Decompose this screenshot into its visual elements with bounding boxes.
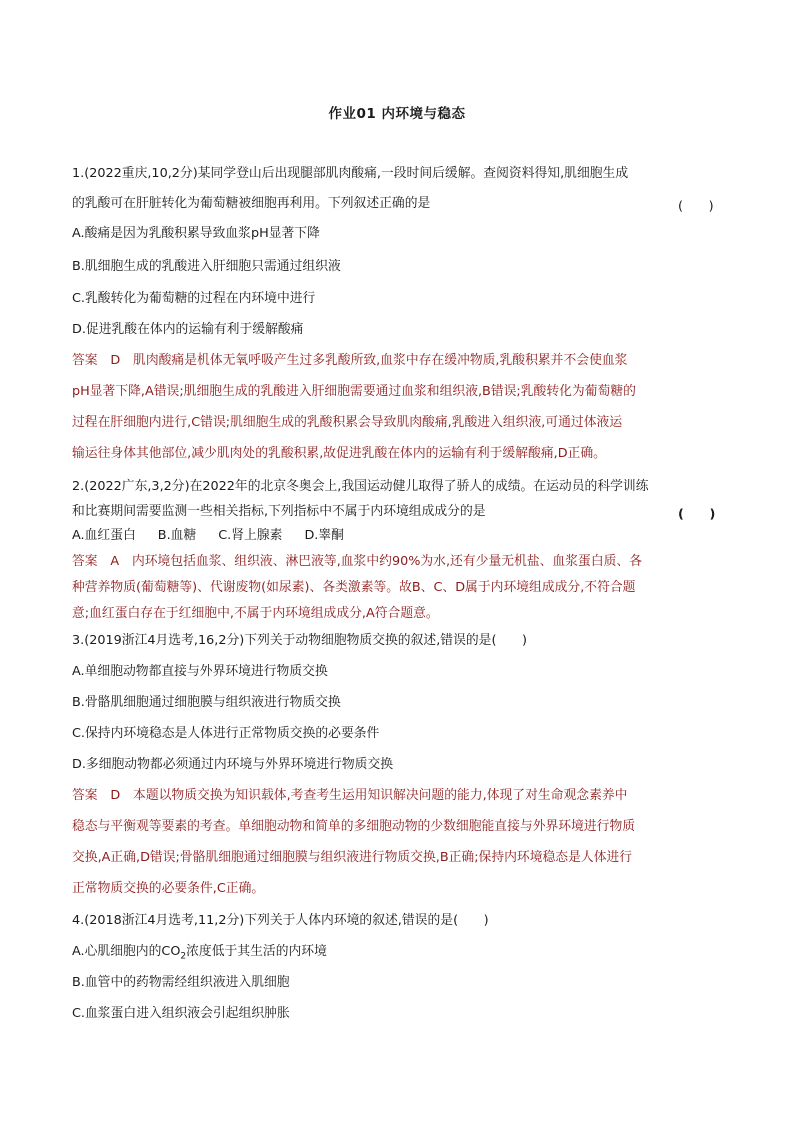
q4-stem: 4.(2018浙江4月选考,11,2分)下列关于人体内环境的叙述,错误的是( ): [72, 913, 489, 928]
q2-option-b: B.血糖: [157, 528, 197, 543]
q1-option-b: B.肌细胞生成的乳酸进入肝细胞只需通过组织液: [72, 259, 341, 274]
q3-answer-line2: 稳态与平衡观等要素的考查。单细胞动物和简单的多细胞动物的少数细胞能直接与外界环境进行物质: [72, 819, 636, 834]
q3-answer-line3: 交换,A正确,D错误;骨骼肌细胞通过细胞膜与组织液进行物质交换,B正确;保持内环境稳态是人体进行: [72, 850, 633, 865]
q2-option-a: A.血红蛋白: [72, 528, 136, 543]
q2-answer-blank: ( ): [678, 507, 716, 522]
q2-answer-line1: 答案 A 内环境包括血浆、组织液、淋巴液等,血浆中约90%为水,还有少量无机盐、血浆蛋白质、各: [72, 554, 643, 569]
q2-stem-line1: 2.(2022广东,3,2分)在2022年的北京冬奥会上,我国运动健儿取得了骄人的成绩。在运动员的科学训练: [72, 479, 649, 494]
q1-stem-line2: 的乳酸可在肝脏转化为葡萄糖被细胞再利用。下列叙述正确的是: [72, 196, 431, 211]
q1-option-a: A.酸痛是因为乳酸积累导致血浆pH显著下降: [72, 226, 320, 241]
q3-option-b: B.骨骼肌细胞通过细胞膜与组织液进行物质交换: [72, 695, 341, 710]
q2-options: [72, 527, 344, 545]
q4-option-a: A.心肌细胞内的$CO_2$浓度低于其生活的内环境: [72, 944, 327, 962]
q1-option-c: C.乳酸转化为葡萄糖的过程在内环境中进行: [72, 291, 316, 306]
q1-answer-blank: ( ): [678, 199, 714, 214]
q3-answer-line4: 正常物质交换的必要条件,C正确。: [72, 881, 265, 896]
q1-option-d: D.促进乳酸在体内的运输有利于缓解酸痛: [72, 322, 304, 337]
q2-option-d: D.睾酮: [304, 528, 344, 543]
q1-answer-line3: 过程在肝细胞内进行,C错误;肌细胞生成的乳酸积累会导致肌肉酸痛,乳酸进入组织液,可通过体液运: [72, 415, 623, 430]
q3-option-c: C.保持内环境稳态是人体进行正常物质交换的必要条件: [72, 726, 380, 741]
q2-answer-line2: 种营养物质(葡萄糖等)、代谢废物(如尿素)、各类激素等。故B、C、D属于内环境组成成分,不符合题: [72, 580, 636, 595]
q2-answer-line3: 意;血红蛋白存在于红细胞中,不属于内环境组成成分,A符合题意。: [72, 606, 439, 621]
q3-answer-line1: 答案 D 本题以物质交换为知识载体,考查考生运用知识解决问题的能力,体现了对生命观念素养中: [72, 788, 628, 803]
q1-answer-line4: 输运往身体其他部位,减少肌肉处的乳酸积累,故促进乳酸在体内的运输有利于缓解酸痛,D正确。: [72, 446, 606, 461]
q2-option-c: C.肾上腺素: [218, 528, 283, 543]
q3-option-d: D.多细胞动物都必须通过内环境与外界环境进行物质交换: [72, 757, 394, 772]
page-title: 作业01 内环境与稳态: [328, 106, 466, 122]
q1-answer-line1: 答案 D 肌肉酸痛是机体无氧呼吸产生过多乳酸所致,血浆中存在缓冲物质,乳酸积累并不会使血浆: [72, 353, 628, 368]
q4-option-b: B.血管中的药物需经组织液进入肌细胞: [72, 975, 290, 990]
q3-stem: 3.(2019浙江4月选考,16,2分)下列关于动物细胞物质交换的叙述,错误的是( ): [72, 633, 528, 648]
q1-answer-line2: pH显著下降,A错误;肌细胞生成的乳酸进入肝细胞需要通过血浆和组织液,B错误;乳酸转化为葡萄糖的: [72, 384, 636, 399]
q1-stem-line1: 1.(2022重庆,10,2分)某同学登山后出现腿部肌肉酸痛,一段时间后缓解。查阅资料得知,肌细胞生成: [72, 166, 629, 181]
q4-option-c: C.血浆蛋白进入组织液会引起组织肿胀: [72, 1006, 290, 1021]
q2-stem-line2: 和比赛期间需要监测一些相关指标,下列指标中不属于内环境组成成分的是: [72, 504, 486, 519]
q3-option-a: A.单细胞动物都直接与外界环境进行物质交换: [72, 664, 328, 679]
